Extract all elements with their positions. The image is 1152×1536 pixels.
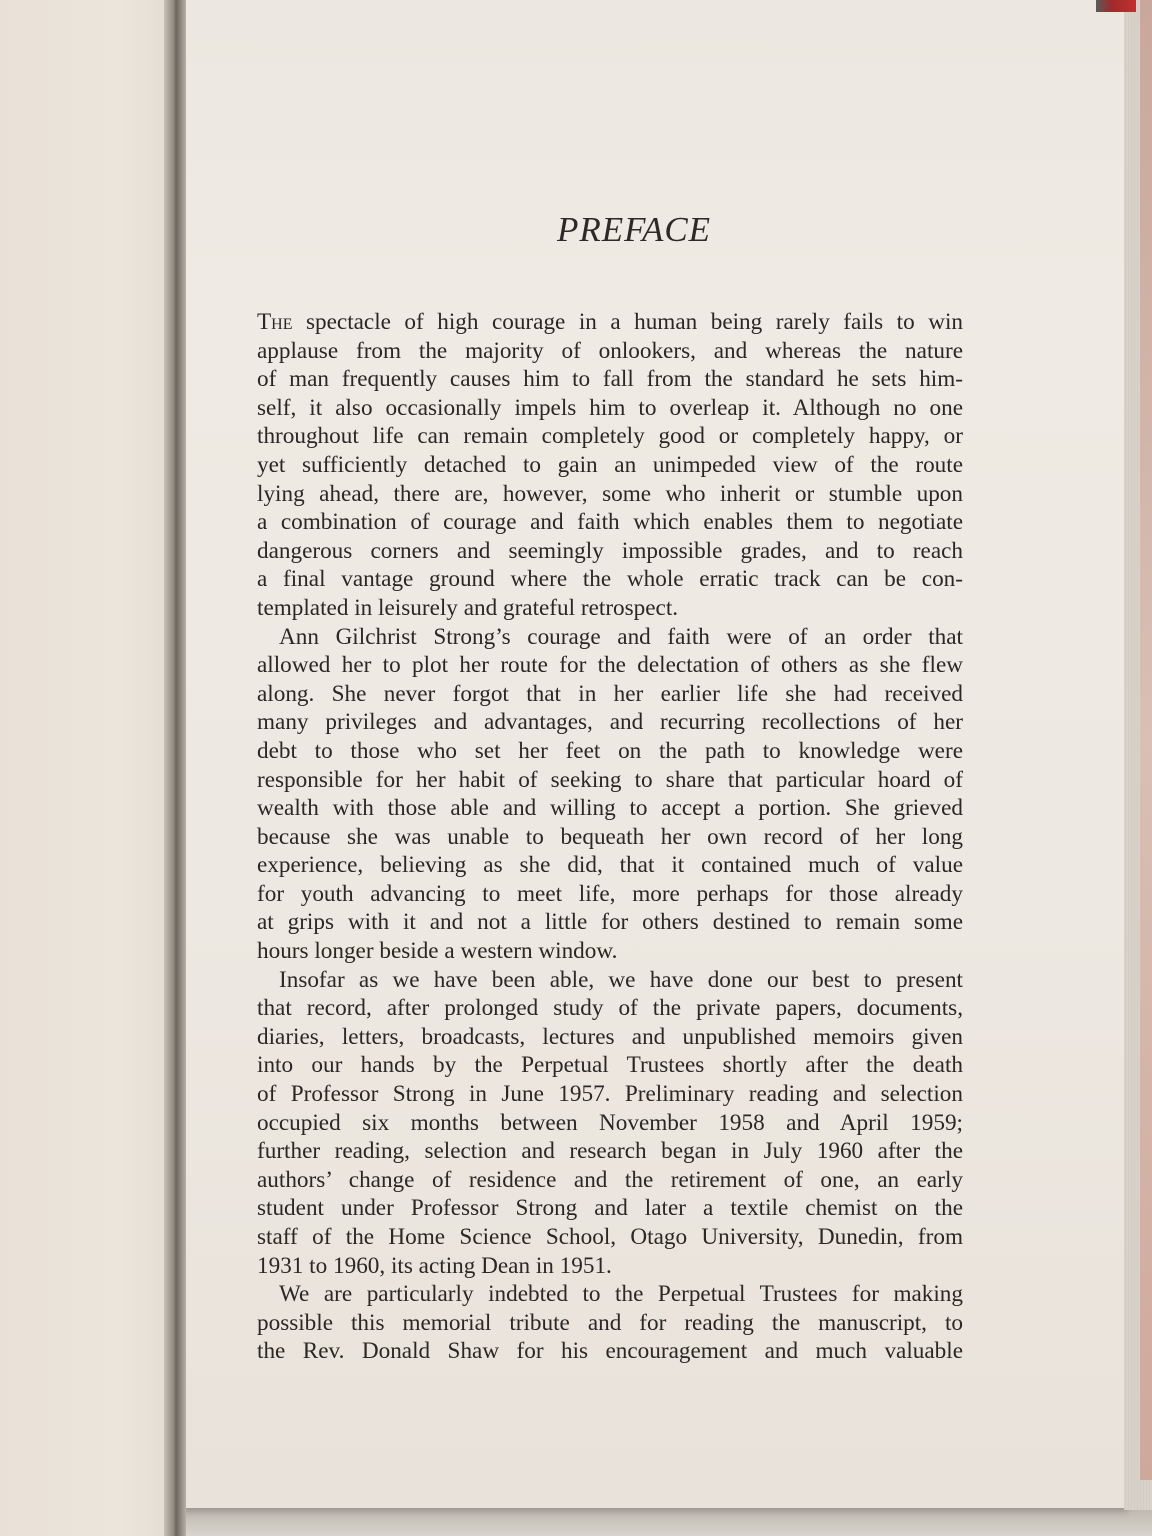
left-facing-page	[0, 0, 172, 1536]
lead-word: The	[257, 309, 293, 335]
paragraph-2	[257, 623, 963, 966]
text-line: applause from the majority of onlookers, and whereas the nature	[257, 337, 963, 364]
text-line: wealth with those able and willing to accept a portion. She grieved	[257, 795, 963, 822]
text-line: throughout life can remain completely good or completely happy, or	[257, 423, 963, 450]
text-line: student under Professor Strong and later a textile chemist on the	[257, 1195, 963, 1222]
cover-edge	[1140, 0, 1152, 1480]
page-title: PREFACE	[556, 210, 712, 249]
paragraph-1	[257, 308, 963, 623]
text-line	[257, 308, 963, 337]
text-line: lying ahead, there are, however, some who inherit or stumble upon	[257, 480, 963, 507]
text-line: staff of the Home Science School, Otago University, Dunedin, from	[257, 1224, 963, 1250]
text-line: allowed her to plot her route for the delectation of others as she flew	[257, 652, 963, 679]
text-line: Insofar as we have been able, we have done our best to present	[279, 966, 963, 993]
paragraph-4	[257, 1280, 963, 1366]
text-line: possible this memorial tribute and for reading the manuscript, to	[257, 1309, 963, 1336]
text-line: many privileges and advantages, and recurring recollections of her	[257, 709, 963, 736]
text-line: the Rev. Donald Shaw for his encouragement and much valuable	[257, 1338, 963, 1365]
text-line: hours longer beside a western window.	[257, 938, 618, 965]
text-line: that record, after prolonged study of the private papers, documents,	[257, 995, 963, 1022]
text-line: responsible for her habit of seeking to share that particular hoard of	[257, 766, 963, 793]
text-line: along. She never forgot that in her earlier life she had received	[257, 680, 963, 707]
text-line: at grips with it and not a little for others destined to remain some	[257, 909, 963, 936]
paragraph-3	[257, 966, 963, 1281]
preface-text-block	[257, 210, 963, 1366]
book-gutter	[164, 0, 186, 1536]
text-line: experience, believing as she did, that it contained much of value	[257, 852, 963, 879]
text-line: occupied six months between November 1958 and April 1959;	[257, 1109, 963, 1136]
red-binding-corner	[1096, 0, 1136, 12]
text-line: because she was unable to bequeath her own record of her long	[257, 823, 963, 850]
text-line: further reading, selection and research began in July 1960 after the	[257, 1138, 963, 1165]
text-line: of man frequently causes him to fall from the standard he sets him-	[257, 366, 963, 393]
text-line: dangerous corners and seemingly impossible grades, and to reach	[257, 537, 963, 564]
text-line: diaries, letters, broadcasts, lectures and unpublished memoirs given	[257, 1023, 963, 1050]
text-line: self, it also occasionally impels him to overleap it. Although no one	[257, 394, 963, 421]
text-line: of Professor Strong in June 1957. Preliminary reading and selection	[257, 1081, 963, 1108]
text-line-content: spectacle of high courage in a human being rarely fails to win	[292, 309, 963, 335]
text-line: debt to those who set her feet on the path to knowledge were	[257, 737, 963, 764]
text-line: into our hands by the Perpetual Trustees shortly after the death	[257, 1052, 963, 1079]
text-line: 1931 to 1960, its acting Dean in 1951.	[257, 1252, 612, 1279]
text-line: authors’ change of residence and the retirement of one, an early	[257, 1166, 963, 1193]
text-line: We are particularly indebted to the Perpetual Trustees for making	[279, 1281, 963, 1308]
text-line: a final vantage ground where the whole erratic track can be con-	[257, 566, 963, 593]
text-line: templated in leisurely and grateful retrospect.	[257, 594, 679, 621]
text-line: Ann Gilchrist Strong’s courage and faith were of an order that	[279, 623, 963, 650]
text-line: for youth advancing to meet life, more perhaps for those already	[257, 880, 963, 907]
text-line: yet sufficiently detached to gain an unimpeded view of the route	[257, 451, 963, 478]
text-line: a combination of courage and faith which enables them to negotiate	[257, 509, 963, 536]
